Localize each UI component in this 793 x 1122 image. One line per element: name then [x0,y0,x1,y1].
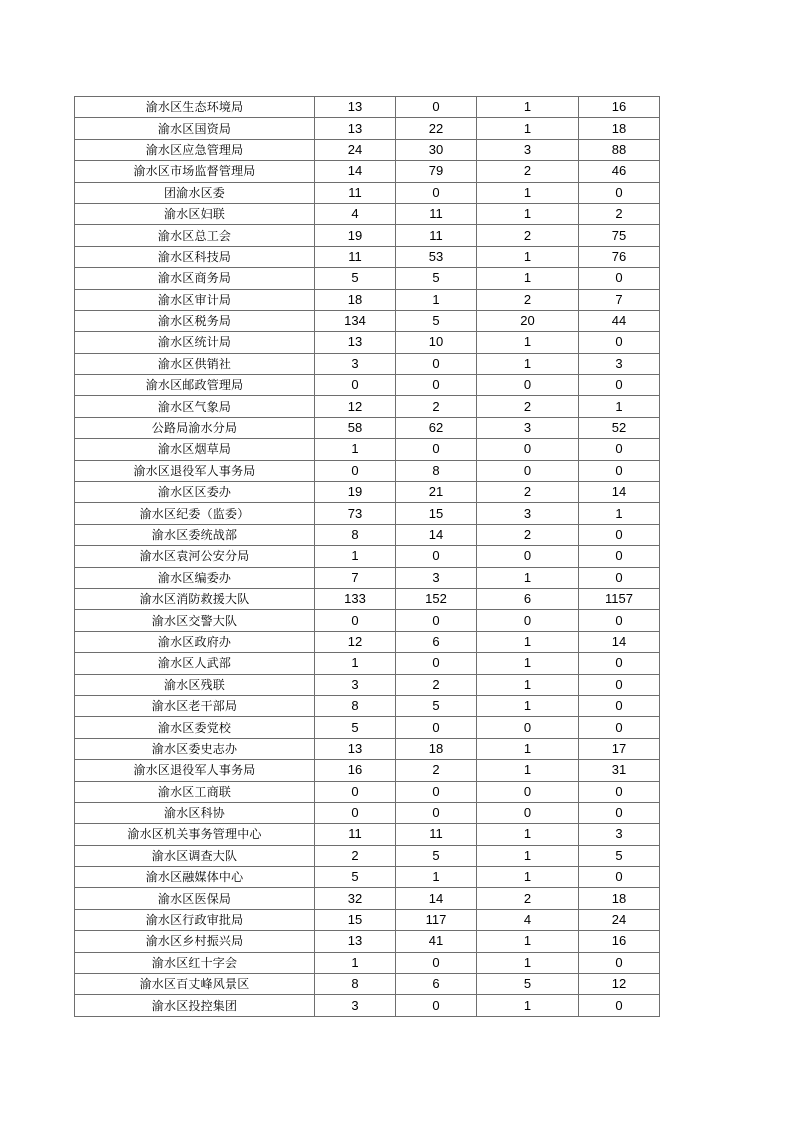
value-col3-cell: 1 [477,246,579,267]
unit-name-cell: 渝水区生态环境局 [75,97,315,118]
unit-name-cell: 渝水区投控集团 [75,995,315,1016]
value-col3-cell: 2 [477,289,579,310]
value-col3-cell: 2 [477,225,579,246]
value-col2-cell: 6 [396,974,477,995]
unit-name-cell: 渝水区乡村振兴局 [75,931,315,952]
value-col1-cell: 1 [315,952,396,973]
table-row [75,482,660,503]
value-col3-cell: 0 [477,781,579,802]
value-col1-cell: 134 [315,310,396,331]
value-col4-cell: 0 [579,439,660,460]
table-row [75,503,660,524]
value-col4-cell: 0 [579,952,660,973]
value-col4-cell: 18 [579,118,660,139]
table-row [75,546,660,567]
unit-name-cell: 渝水区袁河公安分局 [75,546,315,567]
value-col4-cell: 3 [579,353,660,374]
table-row [75,118,660,139]
value-col2-cell: 10 [396,332,477,353]
value-col2-cell: 0 [396,375,477,396]
unit-name-cell: 公路局渝水分局 [75,417,315,438]
value-col3-cell: 1 [477,203,579,224]
unit-name-cell: 渝水区供销社 [75,353,315,374]
table-row [75,717,660,738]
value-col1-cell: 1 [315,546,396,567]
value-col1-cell: 13 [315,118,396,139]
value-col4-cell: 76 [579,246,660,267]
value-col3-cell: 0 [477,717,579,738]
value-col3-cell: 5 [477,974,579,995]
value-col4-cell: 0 [579,610,660,631]
value-col2-cell: 0 [396,97,477,118]
value-col4-cell: 0 [579,717,660,738]
value-col2-cell: 1 [396,867,477,888]
value-col3-cell: 1 [477,738,579,759]
value-col3-cell: 2 [477,161,579,182]
value-col4-cell: 0 [579,653,660,674]
value-col3-cell: 1 [477,332,579,353]
value-col4-cell: 31 [579,760,660,781]
value-col1-cell: 1 [315,653,396,674]
value-col1-cell: 13 [315,931,396,952]
unit-name-cell: 渝水区红十字会 [75,952,315,973]
table-row [75,353,660,374]
value-col4-cell: 0 [579,781,660,802]
table-row [75,610,660,631]
value-col4-cell: 3 [579,824,660,845]
value-col3-cell: 1 [477,952,579,973]
unit-name-cell: 渝水区交警大队 [75,610,315,631]
value-col4-cell: 17 [579,738,660,759]
value-col1-cell: 7 [315,567,396,588]
unit-name-cell: 渝水区审计局 [75,289,315,310]
value-col4-cell: 14 [579,482,660,503]
value-col3-cell: 1 [477,824,579,845]
table-row [75,909,660,930]
value-col4-cell: 24 [579,909,660,930]
value-col1-cell: 0 [315,460,396,481]
unit-name-cell: 渝水区统计局 [75,332,315,353]
value-col3-cell: 0 [477,610,579,631]
value-col3-cell: 1 [477,867,579,888]
value-col1-cell: 11 [315,182,396,203]
value-col4-cell: 0 [579,995,660,1016]
value-col1-cell: 19 [315,225,396,246]
value-col4-cell: 14 [579,631,660,652]
table-row [75,588,660,609]
value-col1-cell: 1 [315,439,396,460]
value-col3-cell: 1 [477,567,579,588]
value-col2-cell: 6 [396,631,477,652]
value-col3-cell: 20 [477,310,579,331]
value-col4-cell: 5 [579,845,660,866]
unit-name-cell: 渝水区科技局 [75,246,315,267]
value-col2-cell: 41 [396,931,477,952]
table-row [75,97,660,118]
table-row [75,995,660,1016]
value-col3-cell: 1 [477,97,579,118]
value-col4-cell: 0 [579,268,660,289]
value-col3-cell: 1 [477,353,579,374]
value-col2-cell: 2 [396,674,477,695]
value-col1-cell: 19 [315,482,396,503]
value-col1-cell: 58 [315,417,396,438]
value-col2-cell: 14 [396,524,477,545]
value-col1-cell: 8 [315,524,396,545]
value-col1-cell: 15 [315,909,396,930]
table-row [75,867,660,888]
value-col2-cell: 14 [396,888,477,909]
value-col1-cell: 3 [315,674,396,695]
value-col3-cell: 1 [477,631,579,652]
value-col3-cell: 1 [477,653,579,674]
unit-name-cell: 渝水区委党校 [75,717,315,738]
data-table [74,96,660,1017]
value-col2-cell: 0 [396,182,477,203]
value-col4-cell: 1 [579,503,660,524]
value-col1-cell: 5 [315,717,396,738]
value-col4-cell: 0 [579,802,660,823]
value-col4-cell: 52 [579,417,660,438]
unit-name-cell: 渝水区妇联 [75,203,315,224]
table-row [75,268,660,289]
table-row [75,674,660,695]
table-row [75,845,660,866]
value-col4-cell: 16 [579,97,660,118]
table-row [75,738,660,759]
value-col4-cell: 2 [579,203,660,224]
value-col3-cell: 2 [477,396,579,417]
value-col2-cell: 152 [396,588,477,609]
table-row [75,225,660,246]
value-col1-cell: 14 [315,161,396,182]
value-col3-cell: 0 [477,802,579,823]
value-col1-cell: 0 [315,375,396,396]
value-col2-cell: 22 [396,118,477,139]
unit-name-cell: 渝水区委统战部 [75,524,315,545]
value-col1-cell: 2 [315,845,396,866]
value-col1-cell: 3 [315,995,396,1016]
value-col3-cell: 0 [477,460,579,481]
value-col3-cell: 4 [477,909,579,930]
value-col3-cell: 1 [477,118,579,139]
value-col3-cell: 1 [477,695,579,716]
value-col1-cell: 8 [315,695,396,716]
value-col1-cell: 3 [315,353,396,374]
value-col2-cell: 0 [396,546,477,567]
unit-name-cell: 渝水区商务局 [75,268,315,289]
table-row [75,824,660,845]
value-col1-cell: 13 [315,97,396,118]
unit-name-cell: 渝水区总工会 [75,225,315,246]
value-col2-cell: 18 [396,738,477,759]
value-col2-cell: 5 [396,845,477,866]
table-row [75,246,660,267]
value-col1-cell: 24 [315,139,396,160]
value-col3-cell: 1 [477,268,579,289]
value-col2-cell: 11 [396,824,477,845]
unit-name-cell: 渝水区纪委（监委） [75,503,315,524]
value-col1-cell: 4 [315,203,396,224]
unit-name-cell: 渝水区邮政管理局 [75,375,315,396]
value-col3-cell: 1 [477,674,579,695]
unit-name-cell: 渝水区税务局 [75,310,315,331]
value-col1-cell: 16 [315,760,396,781]
value-col2-cell: 1 [396,289,477,310]
value-col4-cell: 12 [579,974,660,995]
unit-name-cell: 渝水区烟草局 [75,439,315,460]
value-col2-cell: 2 [396,396,477,417]
value-col4-cell: 1 [579,396,660,417]
table-row [75,888,660,909]
value-col4-cell: 0 [579,546,660,567]
value-col3-cell: 1 [477,931,579,952]
value-col2-cell: 3 [396,567,477,588]
value-col4-cell: 0 [579,460,660,481]
value-col2-cell: 5 [396,268,477,289]
unit-name-cell: 渝水区科协 [75,802,315,823]
value-col2-cell: 30 [396,139,477,160]
value-col4-cell: 18 [579,888,660,909]
table-row [75,567,660,588]
value-col4-cell: 7 [579,289,660,310]
value-col2-cell: 0 [396,781,477,802]
value-col2-cell: 0 [396,802,477,823]
value-col3-cell: 1 [477,845,579,866]
value-col1-cell: 12 [315,396,396,417]
value-col3-cell: 2 [477,888,579,909]
table-row [75,631,660,652]
value-col2-cell: 0 [396,610,477,631]
table-row [75,781,660,802]
value-col2-cell: 79 [396,161,477,182]
unit-name-cell: 团渝水区委 [75,182,315,203]
value-col1-cell: 13 [315,738,396,759]
value-col1-cell: 0 [315,802,396,823]
value-col3-cell: 0 [477,439,579,460]
value-col1-cell: 32 [315,888,396,909]
value-col4-cell: 0 [579,567,660,588]
unit-name-cell: 渝水区老干部局 [75,695,315,716]
value-col4-cell: 75 [579,225,660,246]
table-row [75,289,660,310]
table-row [75,931,660,952]
value-col1-cell: 18 [315,289,396,310]
unit-name-cell: 渝水区残联 [75,674,315,695]
value-col2-cell: 0 [396,717,477,738]
value-col3-cell: 3 [477,503,579,524]
value-col3-cell: 2 [477,482,579,503]
table-row [75,332,660,353]
value-col2-cell: 0 [396,995,477,1016]
table-row [75,439,660,460]
table-row [75,417,660,438]
value-col4-cell: 0 [579,375,660,396]
value-col4-cell: 0 [579,695,660,716]
value-col1-cell: 5 [315,867,396,888]
table-row [75,653,660,674]
table-row [75,760,660,781]
value-col1-cell: 8 [315,974,396,995]
unit-name-cell: 渝水区消防救援大队 [75,588,315,609]
value-col2-cell: 15 [396,503,477,524]
unit-name-cell: 渝水区百丈峰风景区 [75,974,315,995]
table-row [75,139,660,160]
value-col2-cell: 53 [396,246,477,267]
value-col4-cell: 0 [579,182,660,203]
unit-name-cell: 渝水区市场监督管理局 [75,161,315,182]
unit-name-cell: 渝水区医保局 [75,888,315,909]
value-col3-cell: 0 [477,375,579,396]
table-row [75,802,660,823]
unit-name-cell: 渝水区行政审批局 [75,909,315,930]
value-col1-cell: 12 [315,631,396,652]
value-col3-cell: 1 [477,182,579,203]
value-col1-cell: 73 [315,503,396,524]
value-col2-cell: 117 [396,909,477,930]
value-col4-cell: 0 [579,867,660,888]
unit-name-cell: 渝水区退役军人事务局 [75,760,315,781]
value-col3-cell: 3 [477,417,579,438]
value-col2-cell: 11 [396,203,477,224]
value-col4-cell: 46 [579,161,660,182]
value-col2-cell: 5 [396,695,477,716]
table-row [75,695,660,716]
value-col4-cell: 1157 [579,588,660,609]
unit-name-cell: 渝水区退役军人事务局 [75,460,315,481]
table-row [75,460,660,481]
table-body [75,97,660,1017]
unit-name-cell: 渝水区气象局 [75,396,315,417]
value-col2-cell: 21 [396,482,477,503]
value-col1-cell: 0 [315,610,396,631]
value-col2-cell: 62 [396,417,477,438]
table-row [75,524,660,545]
unit-name-cell: 渝水区调查大队 [75,845,315,866]
value-col3-cell: 2 [477,524,579,545]
value-col2-cell: 0 [396,353,477,374]
value-col3-cell: 6 [477,588,579,609]
value-col4-cell: 0 [579,332,660,353]
value-col4-cell: 16 [579,931,660,952]
value-col2-cell: 0 [396,439,477,460]
value-col4-cell: 0 [579,524,660,545]
unit-name-cell: 渝水区工商联 [75,781,315,802]
unit-name-cell: 渝水区政府办 [75,631,315,652]
value-col1-cell: 11 [315,246,396,267]
value-col4-cell: 88 [579,139,660,160]
value-col3-cell: 1 [477,995,579,1016]
table-row [75,161,660,182]
value-col4-cell: 44 [579,310,660,331]
value-col2-cell: 5 [396,310,477,331]
value-col3-cell: 3 [477,139,579,160]
table-row [75,396,660,417]
value-col1-cell: 13 [315,332,396,353]
table-row [75,375,660,396]
value-col4-cell: 0 [579,674,660,695]
table-row [75,310,660,331]
value-col1-cell: 5 [315,268,396,289]
table-row [75,182,660,203]
unit-name-cell: 渝水区委史志办 [75,738,315,759]
unit-name-cell: 渝水区融媒体中心 [75,867,315,888]
value-col2-cell: 0 [396,653,477,674]
table-row [75,203,660,224]
value-col1-cell: 0 [315,781,396,802]
value-col1-cell: 11 [315,824,396,845]
unit-name-cell: 渝水区机关事务管理中心 [75,824,315,845]
table-row [75,974,660,995]
value-col2-cell: 2 [396,760,477,781]
unit-name-cell: 渝水区区委办 [75,482,315,503]
value-col3-cell: 1 [477,760,579,781]
unit-name-cell: 渝水区国资局 [75,118,315,139]
unit-name-cell: 渝水区编委办 [75,567,315,588]
value-col2-cell: 0 [396,952,477,973]
value-col3-cell: 0 [477,546,579,567]
value-col1-cell: 133 [315,588,396,609]
value-col2-cell: 11 [396,225,477,246]
unit-name-cell: 渝水区应急管理局 [75,139,315,160]
unit-name-cell: 渝水区人武部 [75,653,315,674]
table-row [75,952,660,973]
value-col2-cell: 8 [396,460,477,481]
